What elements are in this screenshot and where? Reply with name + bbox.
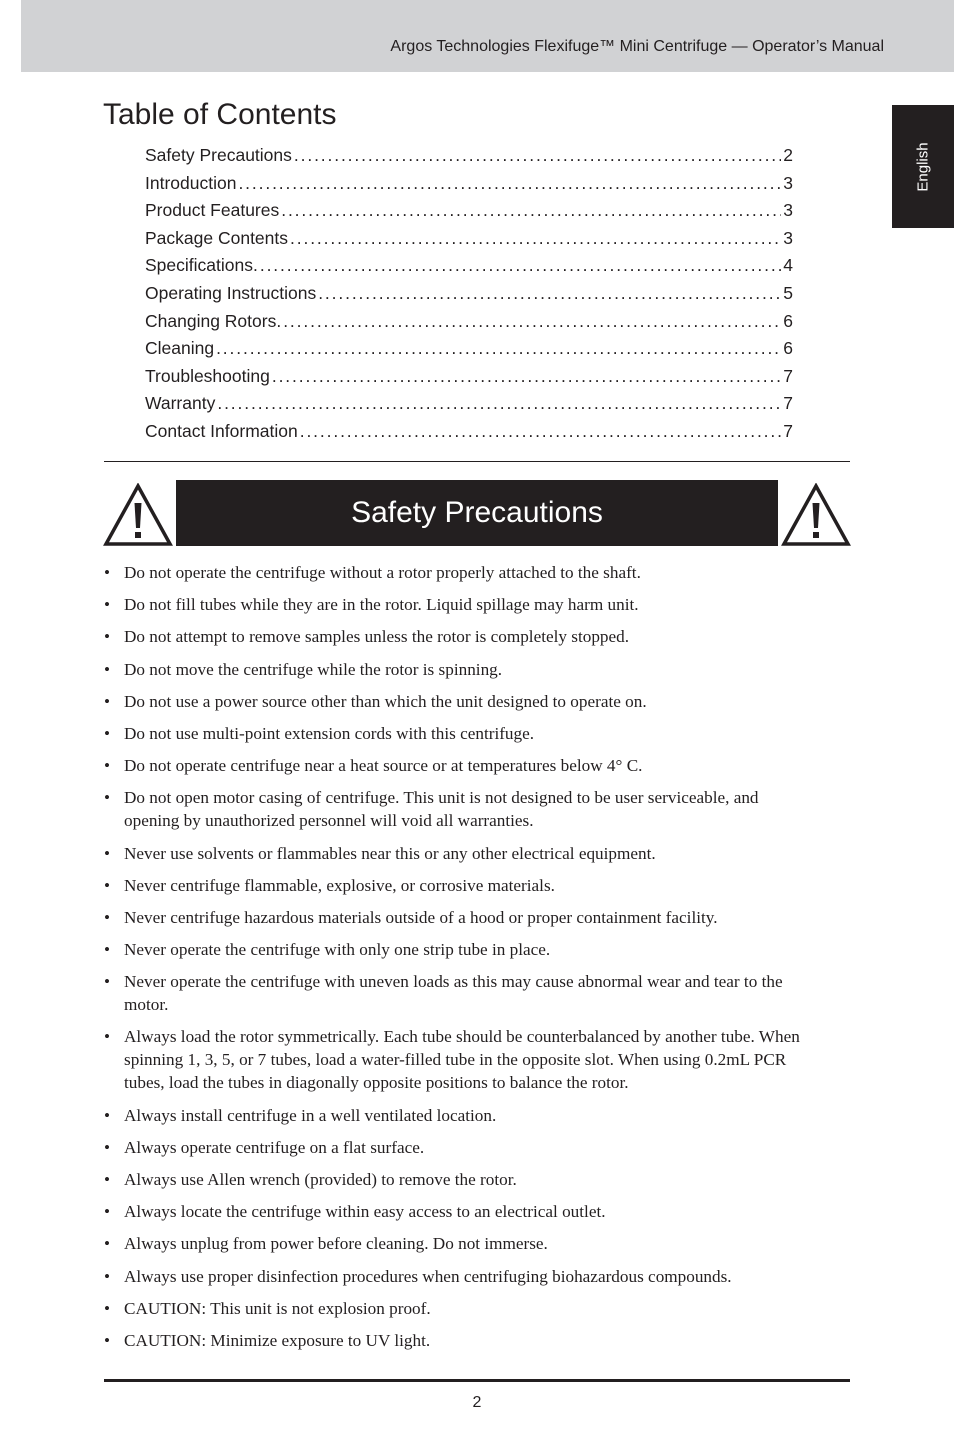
toc-item-page: 4 bbox=[783, 255, 793, 276]
warning-triangle-icon bbox=[103, 483, 173, 547]
toc-leader-dots bbox=[318, 283, 781, 304]
toc-leader-dots bbox=[283, 311, 781, 332]
warning-triangle-icon bbox=[781, 483, 851, 547]
safety-item: • Always operate centrifuge on a flat surface. bbox=[104, 1136, 804, 1159]
toc-item-label: Changing Rotors. bbox=[145, 310, 282, 331]
toc-item-page: 3 bbox=[783, 227, 793, 248]
safety-item: • Never operate the centrifuge with only one strip tube in place. bbox=[104, 938, 804, 961]
toc-item-page: 6 bbox=[783, 310, 793, 331]
safety-item: • Always unplug from power before cleaning. Do not immerse. bbox=[104, 1232, 804, 1255]
toc-title: Table of Contents bbox=[103, 98, 337, 131]
toc-item[interactable] bbox=[145, 393, 793, 421]
safety-item: • Always use Allen wrench (provided) to remove the rotor. bbox=[104, 1168, 804, 1191]
manual-title: Argos Technologies Flexifuge™ Mini Centrifuge — Operator’s Manual bbox=[390, 38, 884, 55]
toc-item-label: Warranty bbox=[145, 393, 216, 414]
safety-item: • Always install centrifuge in a well ventilated location. bbox=[104, 1104, 804, 1127]
safety-list bbox=[104, 561, 804, 1361]
safety-item: • Always locate the centrifuge within easy access to an electrical outlet. bbox=[104, 1200, 804, 1223]
toc-item-page: 3 bbox=[783, 172, 793, 193]
toc-item[interactable] bbox=[145, 255, 793, 283]
safety-item: • Always load the rotor symmetrically. Each tube should be counterbalanced by another tube. When spinning 1, 3, 5, or 7 tubes, load a water-filled tube in the opposite slot. When using 0.2mL PCR tubes, load the tubes in diagonally opposite positions to balance the rotor. bbox=[104, 1025, 804, 1094]
toc-leader-dots bbox=[300, 421, 782, 442]
toc-item[interactable] bbox=[145, 366, 793, 394]
toc-item[interactable] bbox=[145, 311, 793, 339]
safety-item: • Never centrifuge flammable, explosive, or corrosive materials. bbox=[104, 874, 804, 897]
toc-item-label: Cleaning bbox=[145, 338, 215, 359]
toc-leader-dots bbox=[216, 338, 781, 359]
toc-item-label: Troubleshooting bbox=[145, 365, 270, 386]
page-number: 2 bbox=[472, 1394, 482, 1411]
toc-item-page: 7 bbox=[783, 393, 793, 414]
language-tab-label: English bbox=[914, 141, 932, 192]
safety-heading: Safety Precautions bbox=[351, 496, 603, 529]
toc-leader-dots bbox=[260, 255, 781, 276]
footer-rule bbox=[104, 1379, 850, 1382]
toc-leader-dots bbox=[238, 173, 781, 194]
header-band bbox=[21, 0, 954, 72]
toc-item-label: Product Features bbox=[145, 200, 280, 221]
toc-item-page: 3 bbox=[783, 200, 793, 221]
toc-item[interactable] bbox=[145, 338, 793, 366]
toc-item[interactable] bbox=[145, 283, 793, 311]
safety-item: • Never centrifuge hazardous materials outside of a hood or proper containment facility. bbox=[104, 906, 804, 929]
safety-item: • Never use solvents or flammables near this or any other electrical equipment. bbox=[104, 842, 804, 865]
toc-leader-dots bbox=[294, 145, 781, 166]
toc-item-label: Operating Instructions bbox=[145, 282, 317, 303]
toc-item-page: 5 bbox=[783, 282, 793, 303]
toc-list bbox=[145, 145, 793, 449]
safety-item: • CAUTION: This unit is not explosion proof. bbox=[104, 1297, 804, 1320]
toc-leader-dots bbox=[217, 393, 781, 414]
safety-item: • Do not operate centrifuge near a heat source or at temperatures below 4° C. bbox=[104, 754, 804, 777]
toc-item[interactable] bbox=[145, 145, 793, 173]
divider-rule bbox=[104, 461, 850, 462]
toc-item-page: 6 bbox=[783, 338, 793, 359]
toc-item-label: Contact Information bbox=[145, 420, 298, 441]
safety-item: • Do not open motor casing of centrifuge. This unit is not designed to be user serviceable, and opening by unauthorized personnel will void all warranties. bbox=[104, 786, 804, 832]
toc-item[interactable] bbox=[145, 228, 793, 256]
toc-item-page: 2 bbox=[783, 145, 793, 165]
toc-item-page: 7 bbox=[783, 420, 793, 441]
safety-item: • Never operate the centrifuge with uneven loads as this may cause abnormal wear and tear to the motor. bbox=[104, 970, 804, 1016]
safety-item: • Do not move the centrifuge while the rotor is spinning. bbox=[104, 658, 804, 681]
safety-item: • Do not use a power source other than which the unit designed to operate on. bbox=[104, 690, 804, 713]
safety-item: • Always use proper disinfection procedures when centrifuging biohazardous compounds. bbox=[104, 1265, 804, 1288]
safety-item: • Do not fill tubes while they are in the rotor. Liquid spillage may harm unit. bbox=[104, 593, 804, 616]
toc-item-label: Package Contents bbox=[145, 227, 289, 248]
safety-item: • Do not attempt to remove samples unless the rotor is completely stopped. bbox=[104, 625, 804, 648]
safety-item: • Do not use multi-point extension cords with this centrifuge. bbox=[104, 722, 804, 745]
toc-item-label: Introduction bbox=[145, 172, 237, 193]
toc-item-label: Specifications. bbox=[145, 255, 258, 276]
toc-leader-dots bbox=[281, 200, 781, 221]
toc-item[interactable] bbox=[145, 200, 793, 228]
safety-banner bbox=[176, 480, 778, 546]
safety-item: • Do not operate the centrifuge without a rotor properly attached to the shaft. bbox=[104, 561, 804, 584]
toc-item[interactable] bbox=[145, 173, 793, 201]
toc-leader-dots bbox=[290, 228, 781, 249]
toc-leader-dots bbox=[272, 366, 781, 387]
toc-item[interactable] bbox=[145, 421, 793, 449]
toc-item-label: Safety Precautions bbox=[145, 145, 292, 165]
toc-item-page: 7 bbox=[783, 365, 793, 386]
language-tab bbox=[892, 105, 954, 228]
safety-item: • CAUTION: Minimize exposure to UV light. bbox=[104, 1329, 804, 1352]
